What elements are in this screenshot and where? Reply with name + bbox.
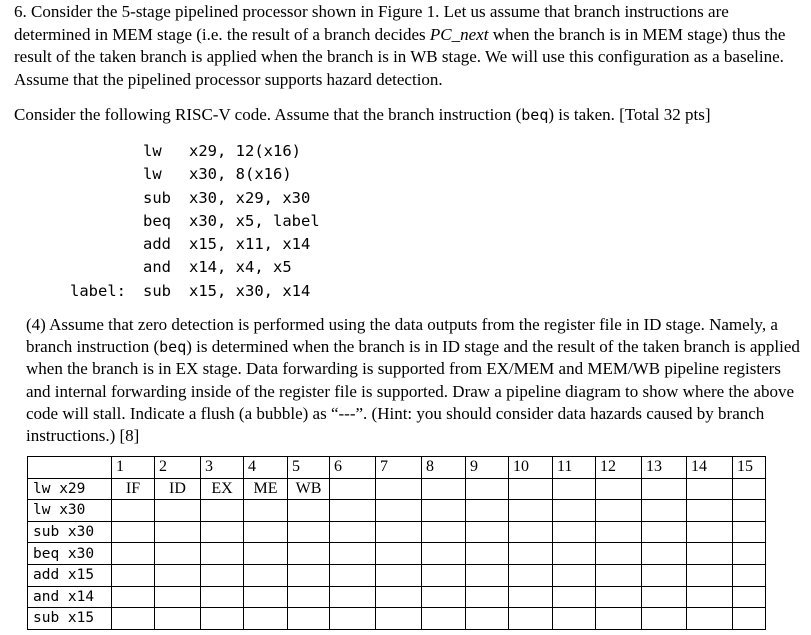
code-opcode: add: [143, 235, 171, 254]
code-operands: x15, x11, x14: [189, 235, 311, 254]
stage-cell[interactable]: [733, 586, 766, 608]
stage-cell[interactable]: [201, 564, 244, 586]
instruction-label: sub x15: [28, 608, 112, 630]
stage-cell[interactable]: [112, 608, 155, 630]
stage-cell[interactable]: [596, 564, 642, 586]
code-operands: x29, 12(x16): [189, 142, 301, 160]
stage-cell[interactable]: [466, 478, 509, 500]
cycle-header: 9: [466, 457, 509, 479]
table-row: [28, 500, 766, 522]
stage-cell[interactable]: [422, 564, 466, 586]
instruction-label: lw x30: [28, 500, 112, 522]
code-operands: x15, x30, x14: [189, 281, 311, 300]
cycle-header: 8: [422, 457, 466, 479]
stage-cell[interactable]: [509, 586, 553, 608]
stage-cell[interactable]: [330, 608, 376, 630]
table-corner-cell: [28, 457, 112, 479]
question-intro: [14, 1, 804, 91]
stage-cell[interactable]: [112, 586, 155, 608]
table-header-row: [28, 457, 766, 479]
stage-cell[interactable]: [376, 478, 422, 500]
stage-cell[interactable]: [288, 500, 330, 522]
code-label: label:: [70, 281, 126, 300]
code-line: [70, 233, 320, 256]
stage-cell[interactable]: [596, 608, 642, 630]
stage-cell[interactable]: [553, 586, 596, 608]
stage-cell[interactable]: [201, 608, 244, 630]
stage-cell[interactable]: [330, 586, 376, 608]
stage-cell[interactable]: [330, 564, 376, 586]
inline-code-beq-part4: beq: [159, 338, 187, 357]
stage-cell[interactable]: [553, 478, 596, 500]
stage-cell[interactable]: [466, 543, 509, 565]
stage-cell[interactable]: [553, 564, 596, 586]
inline-code-beq: beq: [521, 106, 549, 124]
stage-cell[interactable]: [509, 478, 553, 500]
stage-cell[interactable]: [155, 543, 201, 565]
stage-cell[interactable]: ME: [244, 478, 288, 500]
stage-cell[interactable]: [112, 521, 155, 543]
pc-next-term: PC_next: [429, 24, 489, 44]
code-operands: x14, x4, x5: [189, 258, 292, 277]
code-opcode: sub: [143, 281, 171, 300]
stage-cell[interactable]: [288, 521, 330, 543]
cycle-header: 6: [330, 457, 376, 479]
stage-cell[interactable]: [422, 543, 466, 565]
stage-cell[interactable]: [687, 521, 733, 543]
table-row: [28, 543, 766, 565]
instruction-label: add x15: [28, 564, 112, 586]
code-line: [70, 187, 320, 210]
stage-cell[interactable]: [155, 586, 201, 608]
part4-text: [26, 314, 801, 447]
cycle-header: 10: [509, 457, 553, 479]
stage-cell[interactable]: [330, 521, 376, 543]
stage-cell[interactable]: [733, 564, 766, 586]
instruction-label: sub x30: [28, 521, 112, 543]
stage-cell[interactable]: [330, 478, 376, 500]
stage-cell[interactable]: [642, 586, 687, 608]
stage-cell[interactable]: [201, 543, 244, 565]
stage-cell[interactable]: ID: [155, 478, 201, 500]
stage-cell[interactable]: [642, 500, 687, 522]
stage-cell[interactable]: [466, 608, 509, 630]
stage-cell[interactable]: [112, 543, 155, 565]
stage-cell[interactable]: [596, 500, 642, 522]
code-operands: x30, x29, x30: [189, 188, 311, 207]
instruction-label: beq x30: [28, 543, 112, 565]
stage-cell[interactable]: [422, 608, 466, 630]
stage-cell[interactable]: [687, 608, 733, 630]
stage-cell[interactable]: EX: [201, 478, 244, 500]
stage-cell[interactable]: [733, 478, 766, 500]
stage-cell[interactable]: [244, 543, 288, 565]
stage-cell[interactable]: [376, 521, 422, 543]
stage-cell[interactable]: [155, 521, 201, 543]
stage-cell[interactable]: [687, 478, 733, 500]
stage-cell[interactable]: [466, 521, 509, 543]
stage-cell[interactable]: [733, 543, 766, 565]
stage-cell[interactable]: [201, 586, 244, 608]
stage-cell[interactable]: [155, 608, 201, 630]
table-row: [28, 586, 766, 608]
stage-cell[interactable]: [288, 608, 330, 630]
cycle-header: 4: [244, 457, 288, 479]
code-opcode: lw: [143, 142, 162, 160]
stage-cell[interactable]: [112, 564, 155, 586]
stage-cell[interactable]: [553, 500, 596, 522]
stage-cell[interactable]: [596, 478, 642, 500]
stage-cell[interactable]: [376, 586, 422, 608]
stage-cell[interactable]: [112, 500, 155, 522]
code-operands: x30, 8(x16): [189, 165, 292, 184]
stage-cell[interactable]: [553, 608, 596, 630]
stage-cell[interactable]: [596, 521, 642, 543]
cycle-header: 7: [376, 457, 422, 479]
part4-text-end: ) is determined when the branch is in ID stage and the result of the taken branch is applied when the branch is in EX stage. Data forwarding is supported from EX/MEM and MEM/WB pipeline registers and internal forwarding inside of the register file is supported. Draw a pipeline diagram to show where the above code will stall. Indicate a flush (a bubble) as “---”. (Hint: you should consider data hazards caused by branch instructions.) [8]: [26, 337, 800, 446]
code-block: [70, 140, 320, 303]
code-line: [70, 256, 320, 279]
cycle-header: 1: [112, 457, 155, 479]
stage-cell[interactable]: [466, 586, 509, 608]
stage-cell[interactable]: [733, 500, 766, 522]
stage-cell[interactable]: [422, 521, 466, 543]
code-opcode: sub: [143, 188, 171, 207]
stage-cell[interactable]: [509, 564, 553, 586]
code-opcode: lw: [143, 165, 162, 184]
cycle-header: 12: [596, 457, 642, 479]
stage-cell[interactable]: [553, 521, 596, 543]
stage-cell[interactable]: [596, 586, 642, 608]
stage-cell[interactable]: [376, 500, 422, 522]
stage-cell[interactable]: [642, 521, 687, 543]
stage-cell[interactable]: [733, 608, 766, 630]
stage-cell[interactable]: [330, 543, 376, 565]
stage-cell[interactable]: [422, 586, 466, 608]
code-opcode: and: [143, 258, 171, 277]
cycle-header: 13: [642, 457, 687, 479]
stage-cell[interactable]: [509, 521, 553, 543]
stage-cell[interactable]: [376, 543, 422, 565]
code-line: [70, 210, 320, 233]
table-row: [28, 608, 766, 630]
code-line: [70, 140, 320, 163]
code-line: [70, 280, 320, 303]
stage-cell[interactable]: [288, 564, 330, 586]
cycle-header: 11: [553, 457, 596, 479]
instruction-label: and x14: [28, 586, 112, 608]
cycle-header: 3: [201, 457, 244, 479]
stage-cell[interactable]: [155, 500, 201, 522]
table-row: [28, 564, 766, 586]
part4-text-start: (4) Assume that zero detection is performed using the data outputs from the register file in ID stage. Namely, a branch instruction (: [26, 315, 778, 357]
stage-cell[interactable]: [155, 564, 201, 586]
stage-cell[interactable]: [509, 608, 553, 630]
cycle-header: 2: [155, 457, 201, 479]
stage-cell[interactable]: [244, 500, 288, 522]
stage-cell[interactable]: [330, 500, 376, 522]
code-operands: x30, x5, label: [189, 211, 320, 230]
stage-cell[interactable]: [642, 564, 687, 586]
stage-cell[interactable]: [509, 543, 553, 565]
stage-cell[interactable]: IF: [112, 478, 155, 500]
stage-cell[interactable]: [642, 543, 687, 565]
stage-cell[interactable]: [422, 478, 466, 500]
stage-cell[interactable]: [466, 564, 509, 586]
stage-cell[interactable]: [288, 586, 330, 608]
stage-cell[interactable]: [509, 500, 553, 522]
stage-cell[interactable]: [376, 564, 422, 586]
pipeline-diagram-table: [27, 456, 766, 630]
stage-cell[interactable]: [244, 586, 288, 608]
stage-cell[interactable]: [288, 543, 330, 565]
instruction-label: lw x29: [28, 478, 112, 500]
cycle-header: 14: [687, 457, 733, 479]
table-row: [28, 521, 766, 543]
stage-cell[interactable]: [201, 521, 244, 543]
code-intro-text: Consider the following RISC-V code. Assume that the branch instruction (: [14, 105, 522, 124]
stage-cell[interactable]: [687, 500, 733, 522]
stage-cell[interactable]: [687, 564, 733, 586]
stage-cell[interactable]: WB: [288, 478, 330, 500]
stage-cell[interactable]: [244, 521, 288, 543]
stage-cell[interactable]: [687, 543, 733, 565]
table-row: [28, 478, 766, 500]
stage-cell[interactable]: [596, 543, 642, 565]
stage-cell[interactable]: [422, 500, 466, 522]
code-intro-text-cont: ) is taken. [Total 32 pts]: [548, 105, 711, 124]
stage-cell[interactable]: [201, 500, 244, 522]
intro-text-cont: when the branch is in MEM stage) thus the result of the taken branch is applied when the branch is in WB stage. We will use this configuration as a baseline. Assume that the pipelined processor supports hazard detection.: [14, 24, 786, 89]
stage-cell[interactable]: [642, 608, 687, 630]
stage-cell[interactable]: [687, 586, 733, 608]
stage-cell[interactable]: [376, 608, 422, 630]
stage-cell[interactable]: [244, 564, 288, 586]
stage-cell[interactable]: [553, 543, 596, 565]
cycle-header: 15: [733, 457, 766, 479]
stage-cell[interactable]: [244, 608, 288, 630]
cycle-header: 5: [288, 457, 330, 479]
code-intro: [14, 104, 804, 127]
code-line: [70, 163, 320, 186]
stage-cell[interactable]: [733, 521, 766, 543]
stage-cell[interactable]: [466, 500, 509, 522]
intro-text: 6. Consider the 5-stage pipelined processor shown in Figure 1. Let us assume that branch instructions are determined in MEM stage (i.e. the result of a branch decides: [14, 2, 729, 44]
stage-cell[interactable]: [642, 478, 687, 500]
code-opcode: beq: [143, 211, 171, 230]
